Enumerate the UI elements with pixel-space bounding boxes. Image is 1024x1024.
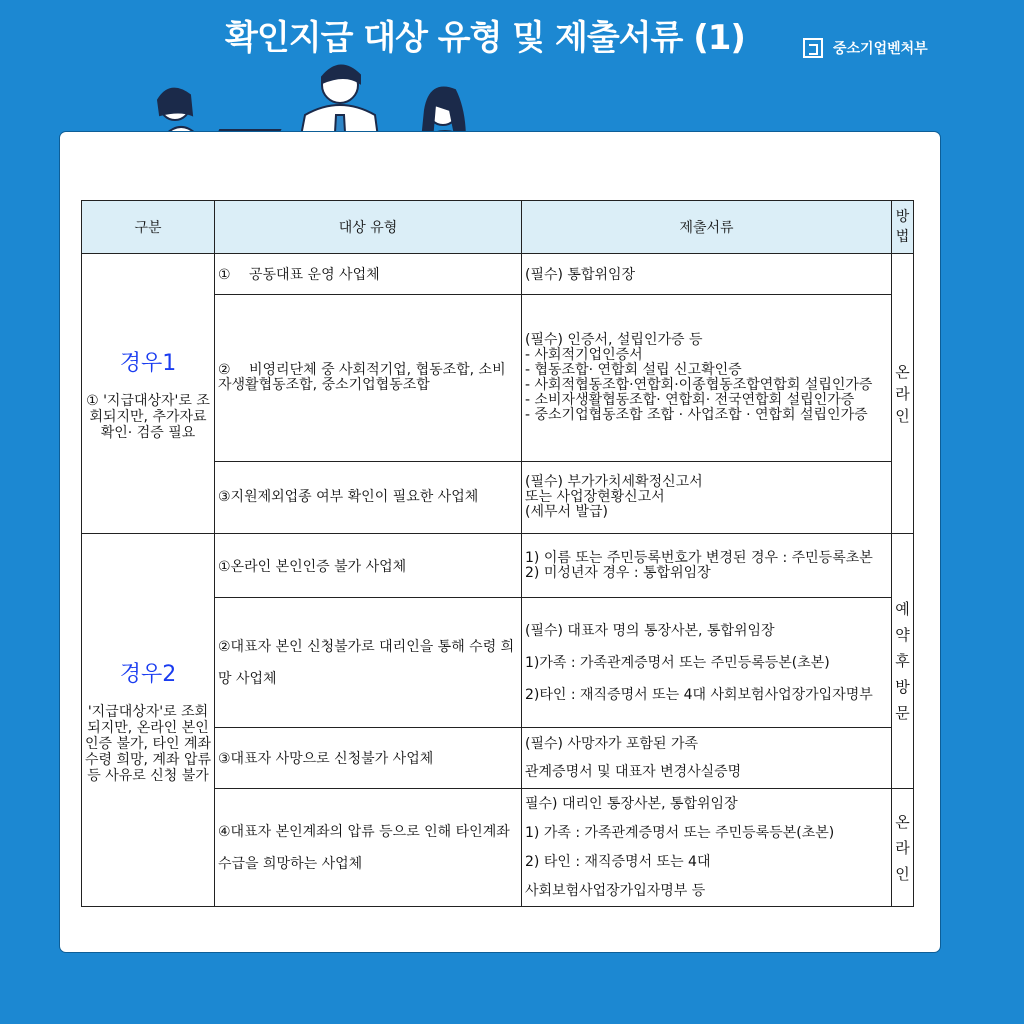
case1-target-2: ② 비영리단체 중 사회적기업, 협동조합, 소비자생활협동조합, 중소기업협동조합 [215, 295, 522, 462]
case1-label: 경우1 [119, 351, 177, 376]
header-category: 구분 [82, 201, 215, 254]
table-row [82, 254, 914, 295]
case2-method-online: 온 라 인 [892, 789, 914, 907]
case2-docs-1: 1) 이름 또는 주민등록번호가 변경된 경우 : 주민등록초본 2) 미성년자 경우 : 통합위임장 [522, 534, 892, 598]
case2-target-2: ②대표자 본인 신청불가로 대리인을 통해 수령 희망 사업체 [215, 598, 522, 728]
case1-target-3: ③지원제외업종 여부 확인이 필요한 사업체 [215, 462, 522, 534]
header-method: 방 법 [892, 201, 914, 254]
case1-docs-3: (필수) 부가가치세확정신고서 또는 사업장현황신고서 (세무서 발급) [522, 462, 892, 534]
case1-docs-2: (필수) 인증서, 설립인가증 등 - 사회적기업인증서 - 협동조합· 연합회 설립 신고확인증 - 사회적협동조합·연합회·이종협동조합연합회 설립인가증 - 소비자생활협동조합· 연합회· 전국연합회 설립인가증 - 중소기업협동조합 조합 · 사업조합 · 연합회 설립인가증 [522, 295, 892, 462]
case2-docs-2: (필수) 대표자 명의 통장사본, 통합위임장 1)가족 : 가족관계증명서 또는 주민등록등본(초본) 2)타인 : 재직증명서 또는 4대 사회보험사업장가입자명부 [522, 598, 892, 728]
case2-method-visit: 예 약 후 방 문 [892, 534, 914, 789]
case2-desc: '지급대상자'로 조회되지만, 온라인 본인인증 불가, 타인 계좌 수령 희망, 계좌 압류 등 사유로 신청 불가 [85, 703, 211, 784]
case1-target-1: ① 공동대표 운영 사업체 [215, 254, 522, 295]
case2-label: 경우2 [119, 661, 177, 687]
header-target: 대상 유형 [215, 201, 522, 254]
case2-target-1: ①온라인 본인인증 불가 사업체 [215, 534, 522, 598]
case2-docs-3: (필수) 사망자가 포함된 가족 관계증명서 및 대표자 변경사실증명 [522, 728, 892, 789]
case1-method: 온 라 인 [892, 254, 914, 534]
table-row [82, 534, 914, 598]
ministry-logo-icon [803, 38, 823, 58]
case1-desc: ① '지급대상자'로 조회되지만, 추가자료 확인· 검증 필요 [86, 393, 210, 441]
case2-category [82, 534, 215, 907]
case2-target-4: ④대표자 본인계좌의 압류 등으로 인해 타인계좌 수급을 희망하는 사업체 [215, 789, 522, 907]
header-docs: 제출서류 [522, 201, 892, 254]
page-title: 확인지급 대상 유형 및 제출서류 (1) [225, 18, 745, 58]
case2-target-3: ③대표자 사망으로 신청불가 사업체 [215, 728, 522, 789]
table-header-row [82, 201, 914, 254]
org-logo [803, 38, 928, 58]
org-name: 중소기업벤처부 [833, 41, 928, 57]
case1-docs-1: (필수) 통합위임장 [522, 254, 892, 295]
documents-table [81, 200, 914, 907]
case2-docs-4: 필수) 대리인 통장사본, 통합위임장 1) 가족 : 가족관계증명서 또는 주민등록등본(초본) 2) 타인 : 재직증명서 또는 4대 사회보험사업장가입자명부 등 [522, 789, 892, 907]
case1-category [82, 254, 215, 534]
